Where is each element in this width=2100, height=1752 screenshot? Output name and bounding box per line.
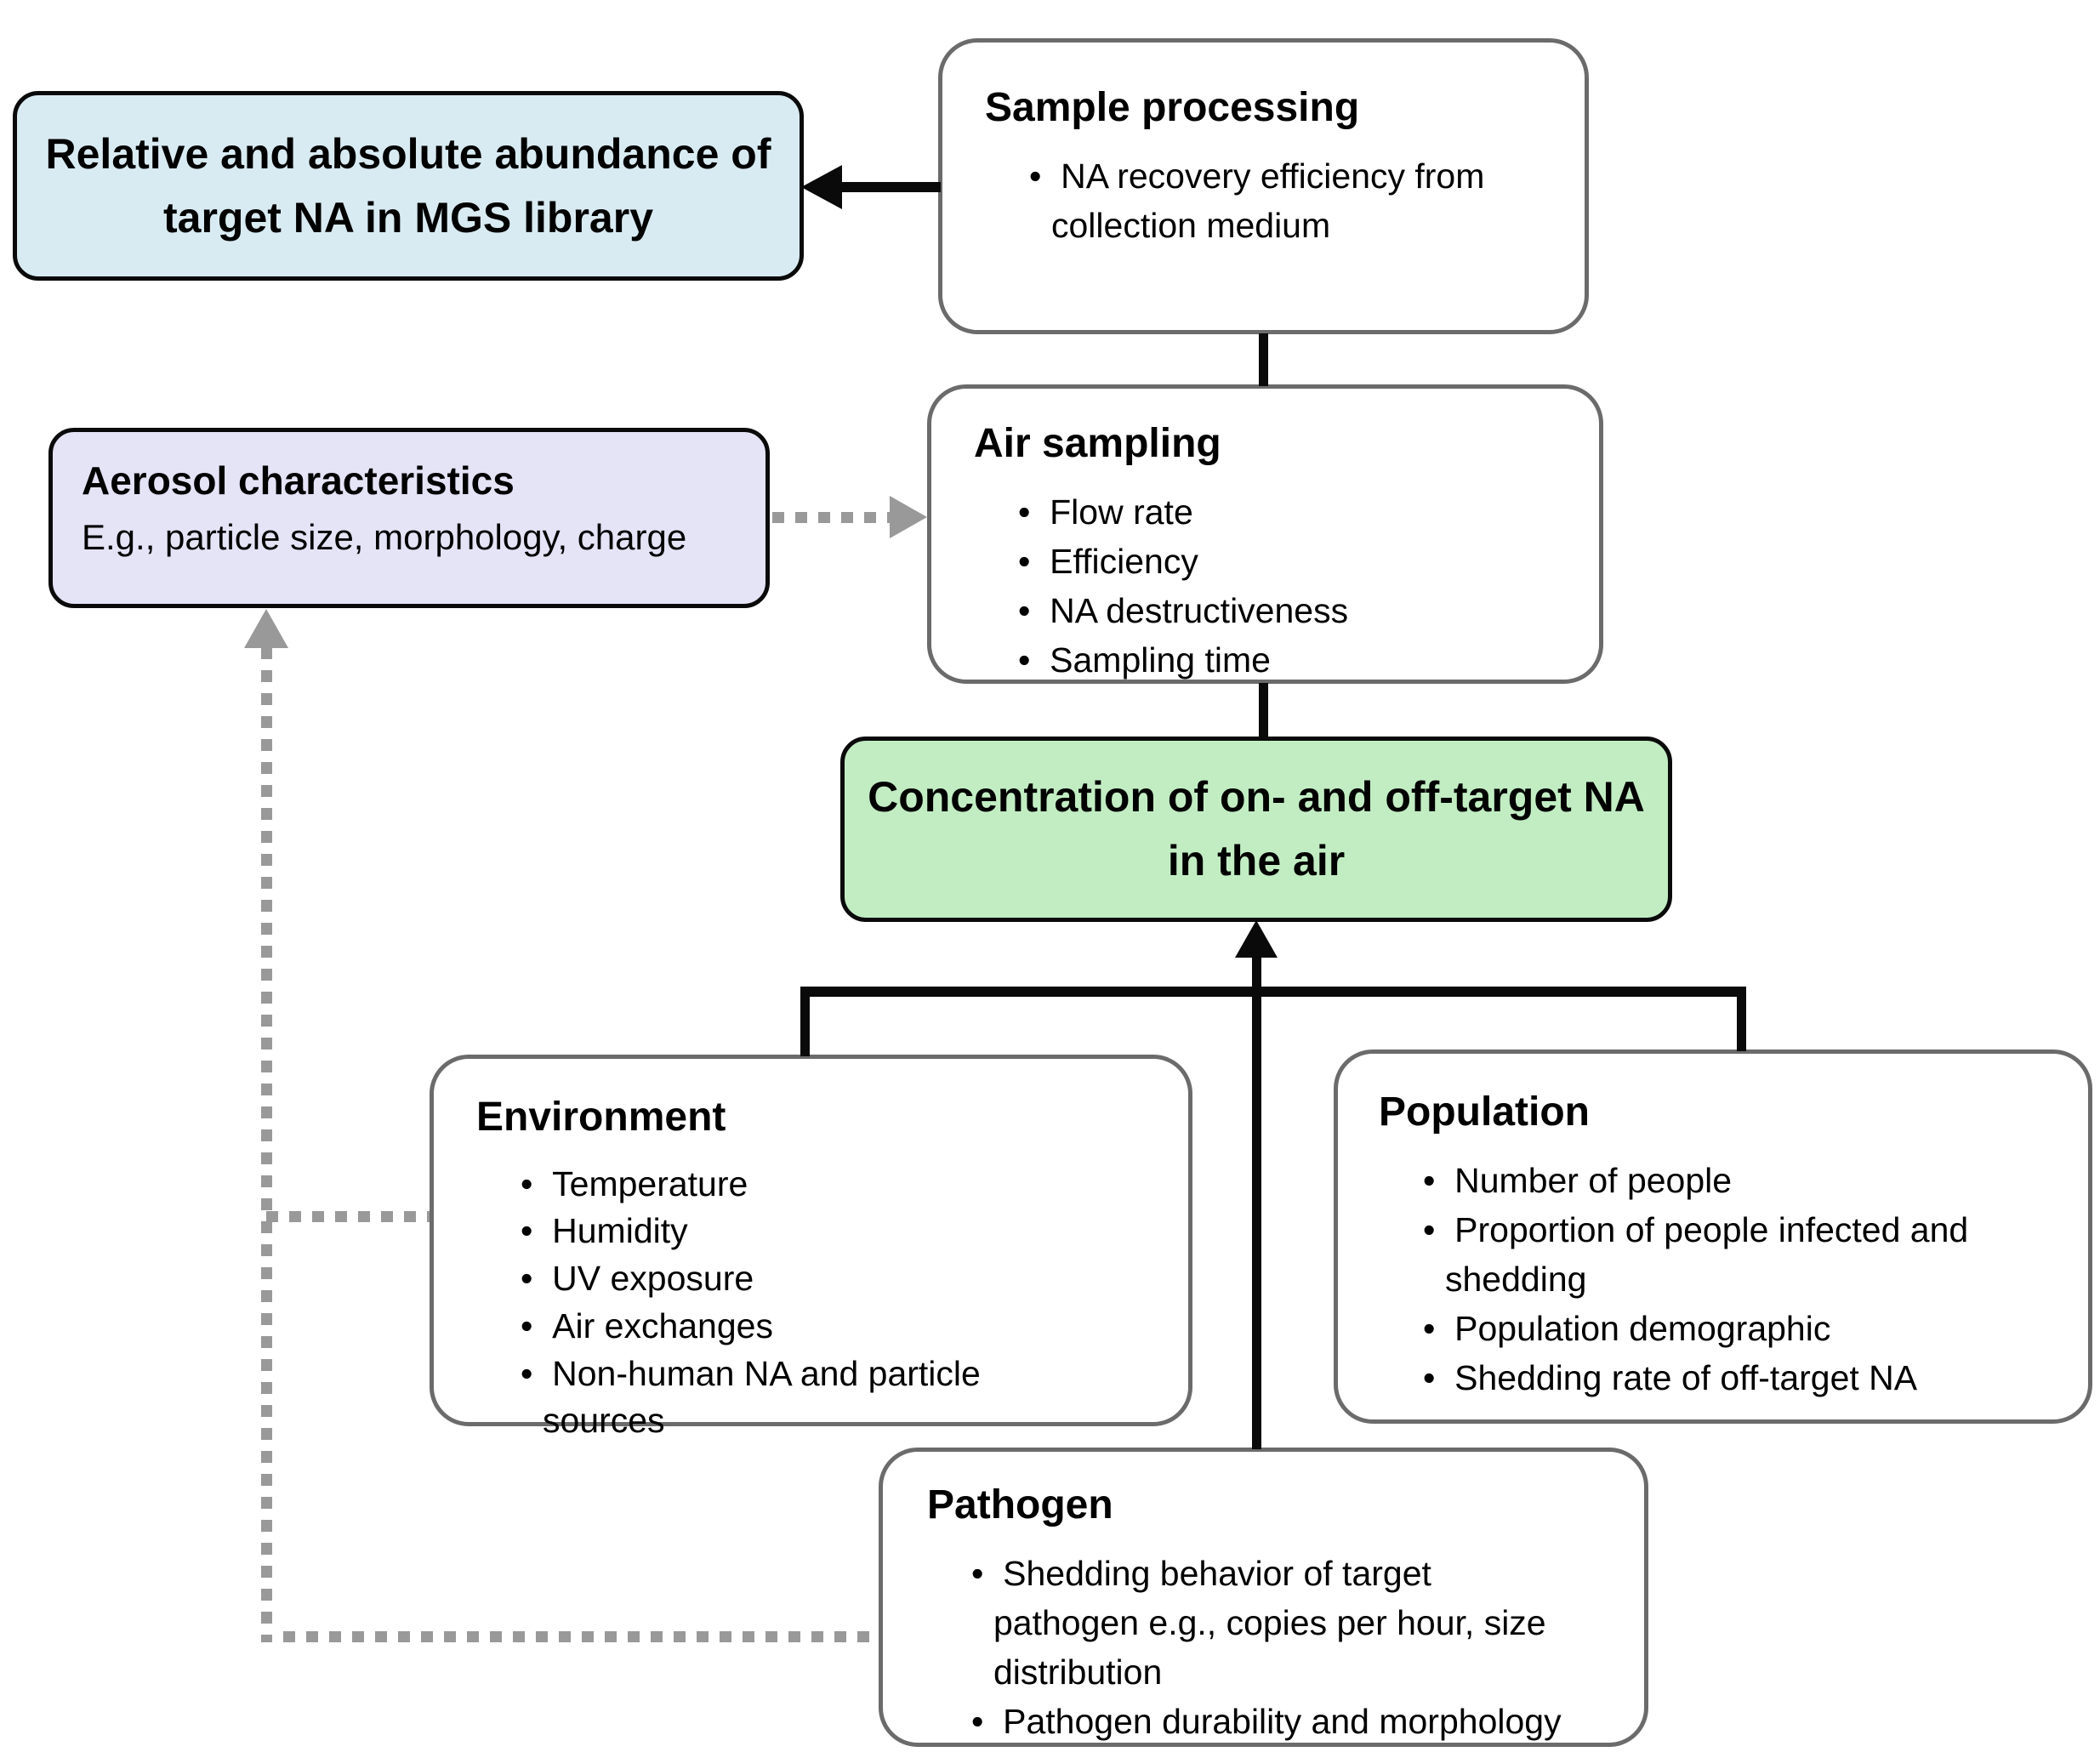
list-item: • Population demographic (1423, 1304, 2040, 1353)
list-item: • Temperature (521, 1161, 1087, 1209)
node-concentration-title: Concentration of on- and off-target NA in the air (868, 773, 1645, 885)
node-concentration (840, 737, 1672, 922)
node-environment (430, 1055, 1192, 1441)
dashed-line-pathogen (283, 1631, 880, 1642)
list-item: • Efficiency (1018, 537, 1557, 586)
list-item: • NA recovery efficiency from collection medium (1029, 151, 1542, 250)
node-pathogen-title: Pathogen (927, 1482, 1113, 1527)
node-environment-title: Environment (476, 1095, 726, 1140)
node-aerosol-subtitle: E.g., particle size, morphology, charge (82, 517, 687, 558)
node-sample-processing (938, 38, 1589, 334)
node-aerosol-title: Aerosol characteristics (82, 458, 515, 503)
arrowhead-up-icon (1235, 920, 1278, 958)
node-population-title: Population (1379, 1089, 1590, 1135)
gray-arrowhead-right-icon (890, 496, 927, 538)
list-item: • UV exposure (521, 1255, 1087, 1303)
environment-bullet-list (476, 1161, 1146, 1446)
connector-bar (800, 987, 1746, 997)
list-item: • Shedding rate of off-target NA (1423, 1353, 2040, 1402)
list-item: • NA destructiveness (1018, 586, 1557, 635)
node-pathogen (879, 1448, 1648, 1747)
list-item: • Air exchanges (521, 1303, 1087, 1351)
list-item: • Non-human NA and particle sources (521, 1351, 1087, 1446)
dashed-line-vertical (261, 647, 272, 1642)
node-population (1334, 1049, 2092, 1424)
gray-arrowhead-up-icon (244, 609, 288, 648)
stub-environment (800, 987, 810, 1056)
list-item: • Flow rate (1018, 487, 1557, 537)
list-item: • Pathogen durability and morphology (971, 1697, 1580, 1746)
list-item: • Sampling time (1018, 635, 1557, 685)
dashed-line-environment (266, 1211, 430, 1222)
list-item: • Humidity (521, 1208, 1087, 1255)
list-item: • Shedding behavior of target pathogen e.g., copies per hour, size distribution (971, 1549, 1580, 1698)
arrowhead-left-icon (801, 165, 842, 209)
node-air-sampling (927, 384, 1603, 684)
stub-population (1737, 987, 1746, 1051)
line-air-to-concentration (1259, 683, 1268, 738)
arrow-sample-to-mgs (840, 182, 941, 192)
dashed-arrow-aerosol-to-air (772, 512, 891, 523)
pathogen-bullet-list (927, 1549, 1600, 1747)
list-item: • Proportion of people infected and shedding (1423, 1205, 2040, 1304)
air-sampling-bullet-list (974, 487, 1557, 685)
population-bullet-list (1379, 1156, 2047, 1403)
node-air-sampling-title: Air sampling (974, 421, 1221, 466)
node-mgs-library-title: Relative and absolute abundance of target NA in MGS library (45, 129, 771, 242)
node-aerosol-characteristics (48, 428, 770, 608)
node-mgs-library (13, 91, 804, 281)
line-sample-to-air (1259, 333, 1268, 386)
list-item: • Number of people (1423, 1156, 2040, 1205)
sample-processing-bullet-list (985, 151, 1542, 250)
node-sample-processing-title: Sample processing (985, 85, 1360, 130)
line-to-pathogen (1252, 993, 1261, 1449)
